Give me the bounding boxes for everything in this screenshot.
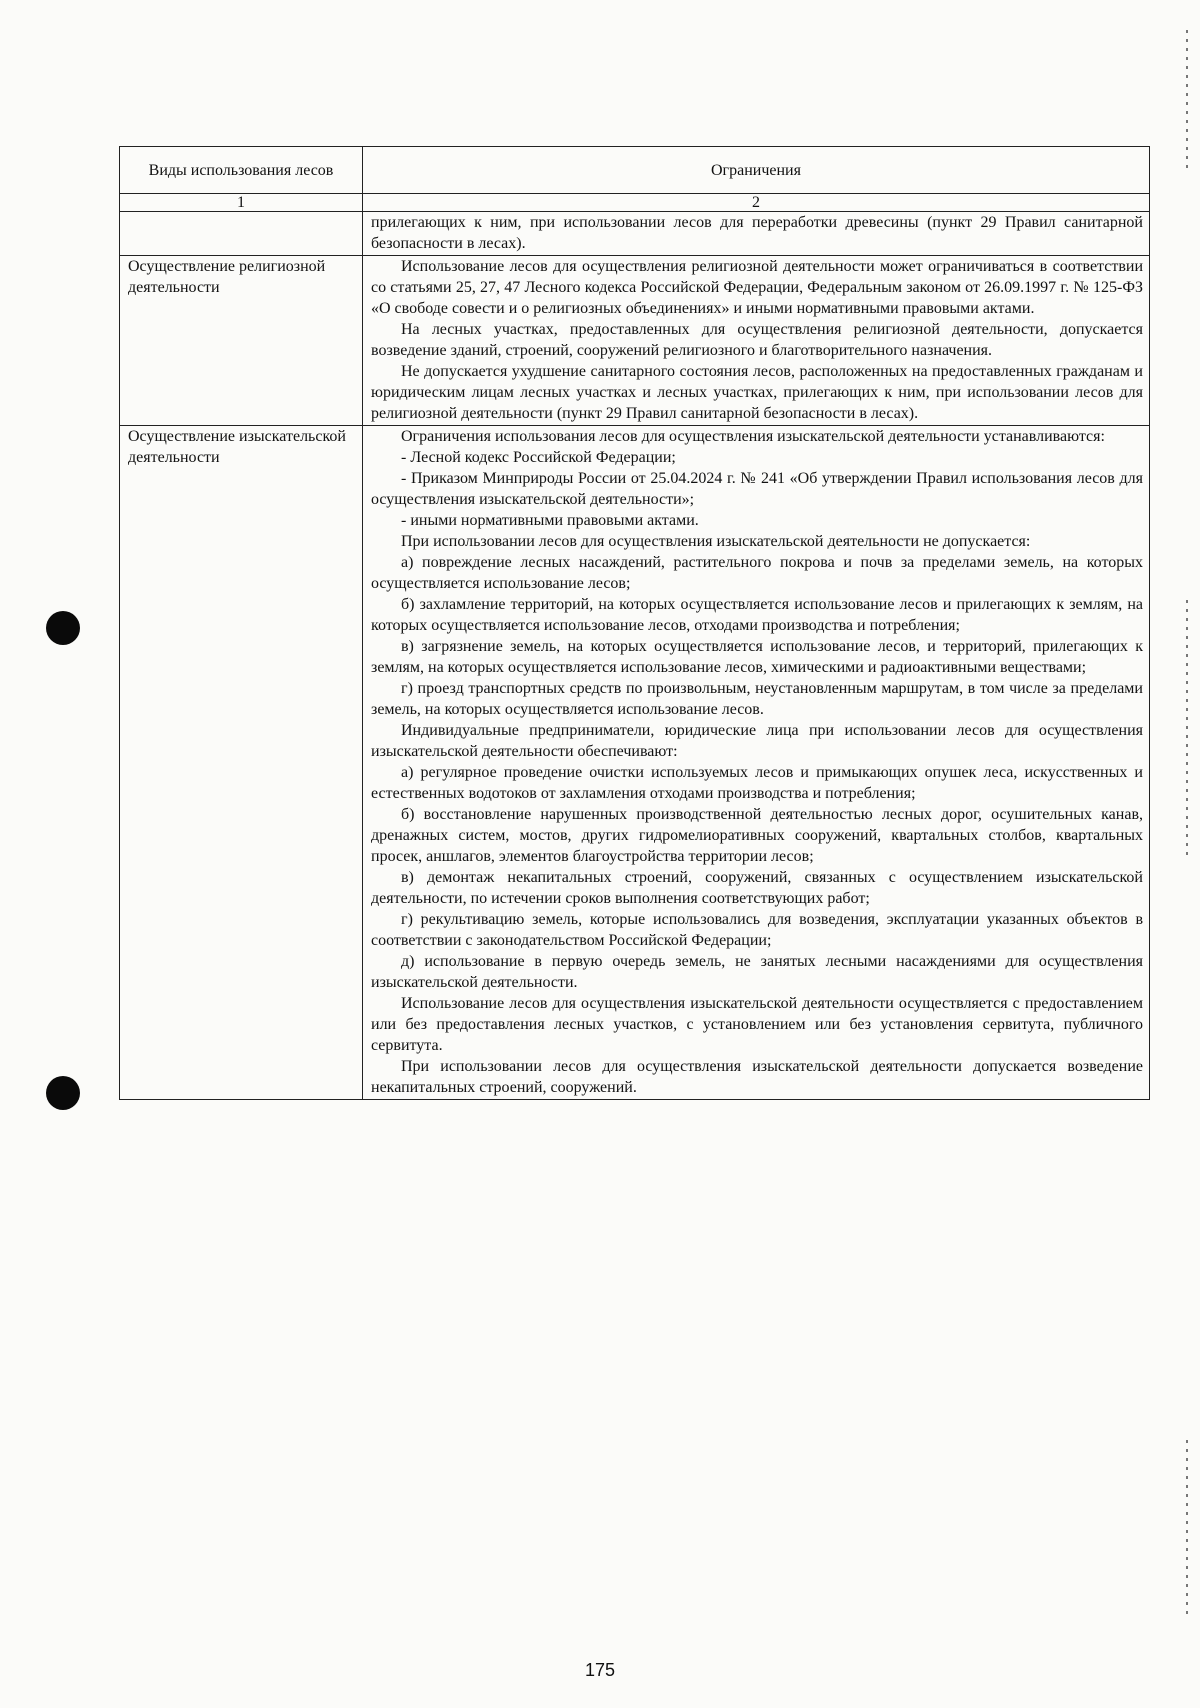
restriction-paragraph: Ограничения использования лесов для осуществления изыскательской деятельности устанавливаются:: [401, 428, 1105, 445]
restriction-list-item: - иными нормативными правовыми актами.: [401, 512, 699, 529]
restriction-paragraph: При использовании лесов для осуществления изыскательской деятельности допускается возведение некапитальных строений, сооружений.: [371, 1058, 1143, 1096]
header-forest-use-types: Виды использования лесов: [120, 147, 363, 194]
forest-use-kind: [120, 212, 363, 256]
restriction-list-item: г) проезд транспортных средств по произвольным, неустановленным маршрутам, в том числе за пределами земель, на которых осуществляется использование лесов.: [371, 680, 1143, 718]
restriction-list-item: в) демонтаж некапитальных строений, сооружений, связанных с осуществлением изыскательской деятельности, по истечении сроков выполнения соответствующих работ;: [371, 869, 1143, 907]
forest-use-kind: Осуществление религиозной деятельности: [120, 256, 363, 426]
restriction-paragraph: На лесных участках, предоставленных для осуществления религиозной деятельности, допускается возведение зданий, строений, сооружений религиозного и благотворительного назначения.: [371, 321, 1143, 359]
scan-edge-mark: [1186, 1440, 1188, 1620]
restriction-paragraph: прилегающих к ним, при использовании лесов для переработки древесины (пункт 29 Правил санитарной безопасности в лесах).: [371, 214, 1143, 252]
restriction-list-item: в) загрязнение земель, на которых осуществляется использование лесов, и территорий, прилегающих к землям, на которых осуществляется использование лесов, химическими и радиоактивными веществами;: [371, 638, 1143, 676]
restrictions-table: [119, 146, 1150, 1100]
restriction-list-item: б) захламление территорий, на которых осуществляется использование лесов и прилегающих к землям, на которых осуществляется использование лесов, отходами производства и потребления;: [371, 596, 1143, 634]
page-number: 175: [584, 1660, 616, 1680]
punch-hole-upper: [46, 611, 80, 645]
restriction-list-item: - Приказом Минприроды России от 25.04.2024 г. № 241 «Об утверждении Правил использования лесов для осуществления изыскательской деятельности»;: [371, 470, 1143, 508]
restriction-paragraph: Использование лесов для осуществления изыскательской деятельности осуществляется с предоставлением или без предоставления лесных участков, с установлением или без установления сервитута, публичного сервитута.: [371, 995, 1143, 1054]
restriction-list-item: а) регулярное проведение очистки используемых лесов и примыкающих опушек леса, искусственных и естественных водотоков от захламления отходами производства и потребления;: [371, 764, 1143, 802]
restrictions-cell: [363, 212, 1150, 256]
restriction-paragraph: При использовании лесов для осуществления изыскательской деятельности не допускается:: [401, 533, 1031, 550]
restriction-list-item: г) рекультивацию земель, которые использовались для возведения, эксплуатации указанных объектов в соответствии с законодательством Российской Федерации;: [371, 911, 1143, 949]
header-restrictions: Ограничения: [363, 147, 1150, 194]
restriction-list-item: д) использование в первую очередь земель, не занятых лесными насаждениями для осуществления изыскательской деятельности.: [371, 953, 1143, 991]
forest-use-kind: Осуществление изыскательской деятельности: [120, 426, 363, 1100]
restriction-list-item: - Лесной кодекс Российской Федерации;: [401, 449, 676, 466]
table-row: [120, 426, 1150, 1100]
restrictions-cell: [363, 426, 1150, 1100]
restrictions-cell: [363, 256, 1150, 426]
restriction-paragraph: Использование лесов для осуществления религиозной деятельности может ограничиваться в соответствии со статьями 25, 27, 47 Лесного кодекса Российской Федерации, Федеральным законом от 26.09.1997 г. № 125-ФЗ «О свободе совести и о религиозных объединениях» и иными нормативными правовыми актами.: [371, 258, 1143, 317]
column-number-2: 2: [363, 194, 1150, 212]
restriction-list-item: а) повреждение лесных насаждений, растительного покрова и почв за пределами земель, на которых осуществляется использование лесов;: [371, 554, 1143, 592]
scan-edge-mark: [1186, 30, 1188, 170]
restriction-paragraph: Индивидуальные предприниматели, юридические лица при использовании лесов для осуществления изыскательской деятельности обеспечивают:: [371, 722, 1143, 760]
column-number-1: 1: [120, 194, 363, 212]
table-row: [120, 256, 1150, 426]
punch-hole-lower: [46, 1076, 80, 1110]
table-row: [120, 212, 1150, 256]
column-number-row: [120, 194, 1150, 212]
restriction-list-item: б) восстановление нарушенных производственной деятельностью лесных дорог, осушительных канав, дренажных систем, мостов, других гидромелиоративных сооружений, квартальных столбов, квартальных просек, аншлагов, элементов благоустройства территории лесов;: [371, 806, 1143, 865]
restriction-paragraph: Не допускается ухудшение санитарного состояния лесов, расположенных на предоставленных гражданам и юридическим лицам лесных участках и лесных участках, прилегающих к ним, при использовании лесов для религиозной деятельности (пункт 29 Правил санитарной безопасности в лесах).: [371, 363, 1143, 422]
header-row: [120, 147, 1150, 194]
scan-edge-mark: [1186, 600, 1188, 860]
